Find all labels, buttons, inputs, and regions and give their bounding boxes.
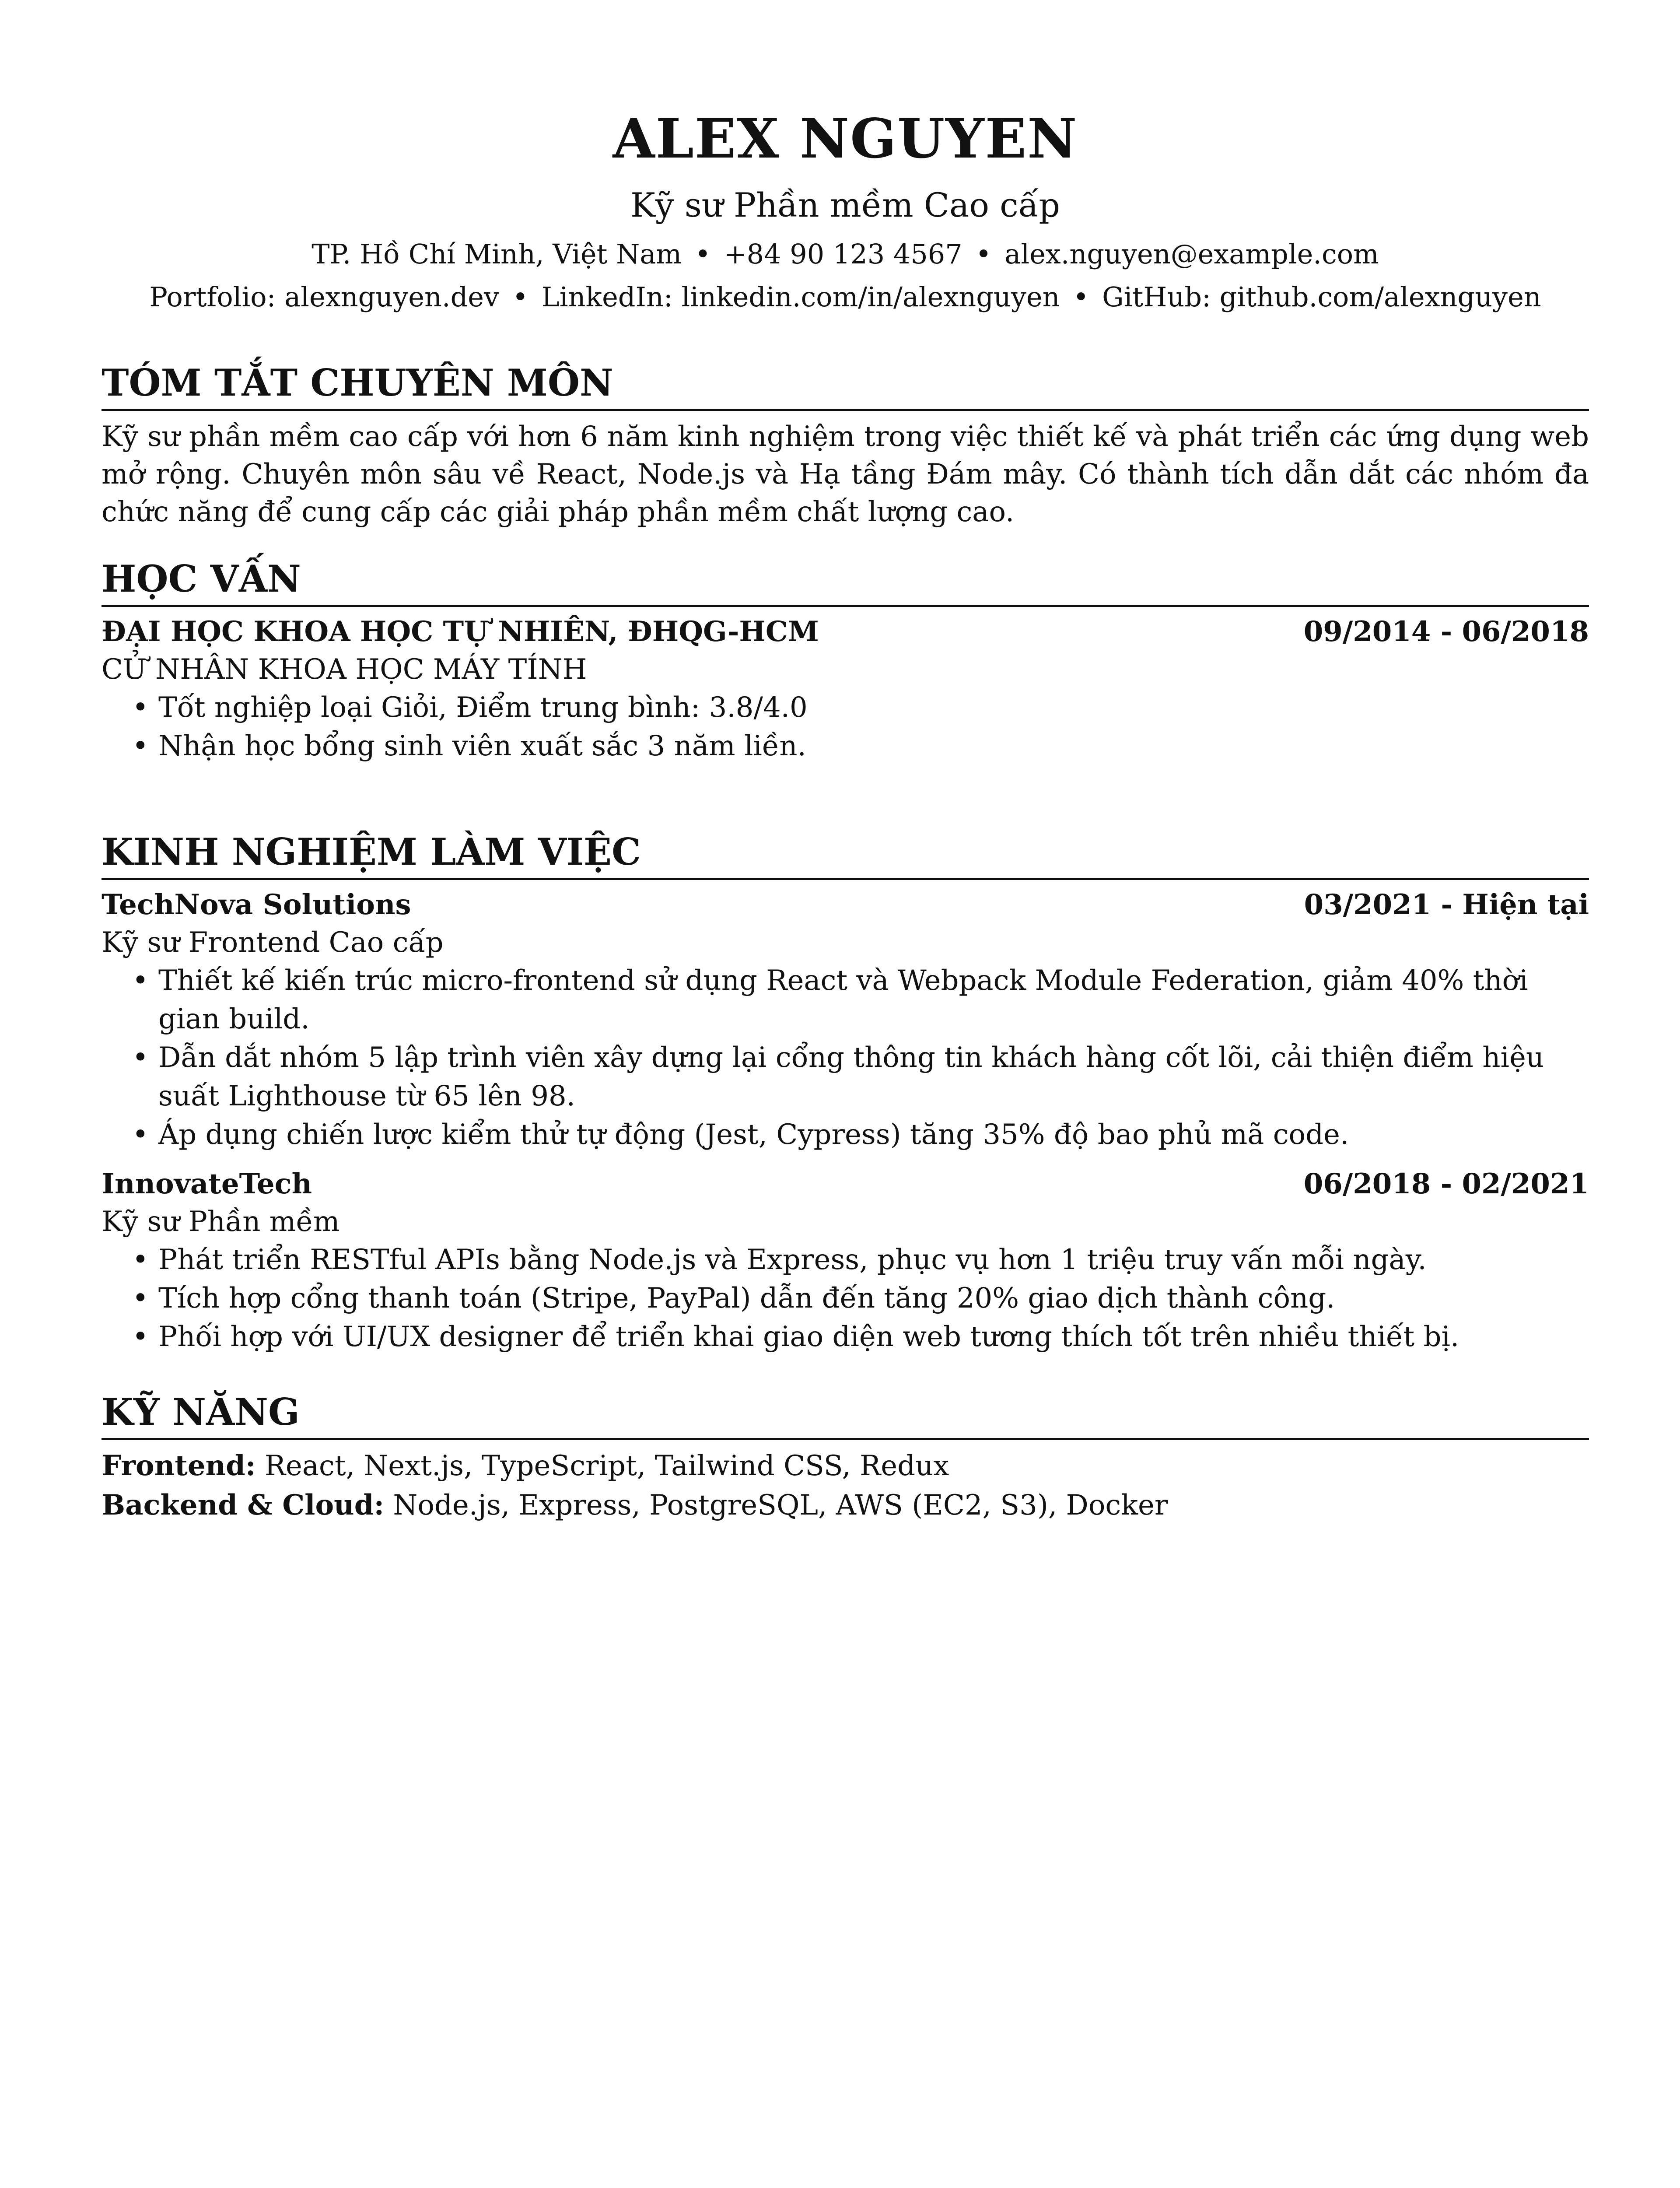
education-entry-header (102, 613, 1589, 651)
separator-dot: • (512, 281, 528, 313)
contact-line-2 (102, 277, 1589, 317)
skill-value: React, Next.js, TypeScript, Tailwind CSS, Redux (264, 1450, 949, 1482)
separator-dot: • (695, 238, 711, 270)
job-dates: 06/2018 - 02/2021 (1303, 1168, 1589, 1200)
candidate-name: ALEX NGUYEN (612, 107, 1078, 171)
education-dates: 09/2014 - 06/2018 (1303, 615, 1589, 648)
skill-label: Frontend: (102, 1449, 256, 1482)
job-entry (102, 1165, 1589, 1356)
education-section (102, 555, 1589, 765)
skill-value: Node.js, Express, PostgreSQL, AWS (EC2, S3), Docker (393, 1489, 1168, 1522)
summary-text: Kỹ sư phần mềm cao cấp với hơn 6 năm kinh nghiệm trong việc thiết kế và phát triển các ứng dụng web mở rộng. Chuyên môn sâu về React, Node.js và Hạ tầng Đám mây. Có thành tích dẫn dắt các nhóm đa chức năng để cung cấp các giải pháp phần mềm chất lượng cao. (102, 421, 1589, 528)
skill-row (102, 1446, 1589, 1486)
skill-row (102, 1486, 1589, 1525)
company-name: InnovateTech (102, 1168, 312, 1200)
job-header (102, 1165, 1589, 1203)
list-item: • Phát triển RESTful APIs bằng Node.js và Express, phục vụ hơn 1 triệu truy vấn mỗi ngày. (102, 1241, 1589, 1279)
education-heading: HỌC VẤN (102, 555, 1589, 607)
degree: CỬ NHÂN KHOA HỌC MÁY TÍNH (102, 653, 587, 686)
list-item: • Nhận học bổng sinh viên xuất sắc 3 năm liền. (102, 727, 1589, 765)
linkedin-link[interactable]: LinkedIn: linkedin.com/in/alexnguyen (541, 281, 1060, 313)
resume-page (102, 0, 1589, 2188)
education-entry (102, 613, 1589, 765)
list-item: • Áp dụng chiến lược kiểm thử tự động (Jest, Cypress) tăng 35% độ bao phủ mã code. (102, 1115, 1589, 1154)
separator-dot: • (1073, 281, 1089, 313)
list-item: • Thiết kế kiến trúc micro-frontend sử dụng React và Webpack Module Federation, giảm 40% thời gian build. (102, 961, 1589, 1038)
company-name: TechNova Solutions (102, 888, 411, 921)
contact-line-1 (102, 235, 1589, 274)
job-header (102, 886, 1589, 924)
separator-dot: • (975, 238, 992, 270)
job-entry (102, 886, 1589, 1154)
list-item: • Tốt nghiệp loại Giỏi, Điểm trung bình: 3.8/4.0 (102, 688, 1589, 727)
skill-label: Backend & Cloud: (102, 1489, 385, 1522)
list-item: • Dẫn dắt nhóm 5 lập trình viên xây dựng lại cổng thông tin khách hàng cốt lõi, cải thiện điểm hiệu suất Lighthouse từ 65 lên 98. (102, 1038, 1589, 1115)
github-link[interactable]: GitHub: github.com/alexnguyen (1102, 281, 1541, 313)
phone: +84 90 123 4567 (724, 238, 962, 270)
portfolio-link[interactable]: Portfolio: alexnguyen.dev (149, 281, 499, 313)
skills-section (102, 1388, 1589, 1525)
list-item: • Tích hợp cổng thanh toán (Stripe, PayPal) dẫn đến tăng 20% giao dịch thành công. (102, 1279, 1589, 1318)
email-link[interactable]: alex.nguyen@example.com (1004, 238, 1379, 270)
job-role: Kỹ sư Frontend Cao cấp (102, 926, 444, 959)
job-bullets (102, 961, 1589, 1154)
skills-heading: KỸ NĂNG (102, 1388, 1589, 1440)
job-bullets (102, 1241, 1589, 1356)
candidate-title: Kỹ sư Phần mềm Cao cấp (630, 186, 1060, 224)
school-name: ĐẠI HỌC KHOA HỌC TỰ NHIÊN, ĐHQG-HCM (102, 615, 819, 648)
experience-section (102, 828, 1589, 1356)
summary-section (102, 359, 1589, 531)
experience-heading: KINH NGHIỆM LÀM VIỆC (102, 828, 1589, 880)
job-dates: 03/2021 - Hiện tại (1304, 888, 1589, 921)
summary-heading: TÓM TẮT CHUYÊN MÔN (102, 359, 1589, 411)
list-item: • Phối hợp với UI/UX designer để triển khai giao diện web tương thích tốt trên nhiều thiết bị. (102, 1318, 1589, 1356)
job-role: Kỹ sư Phần mềm (102, 1206, 340, 1238)
education-bullets (102, 688, 1589, 765)
skills-list (102, 1446, 1589, 1525)
location: TP. Hồ Chí Minh, Việt Nam (312, 238, 682, 270)
